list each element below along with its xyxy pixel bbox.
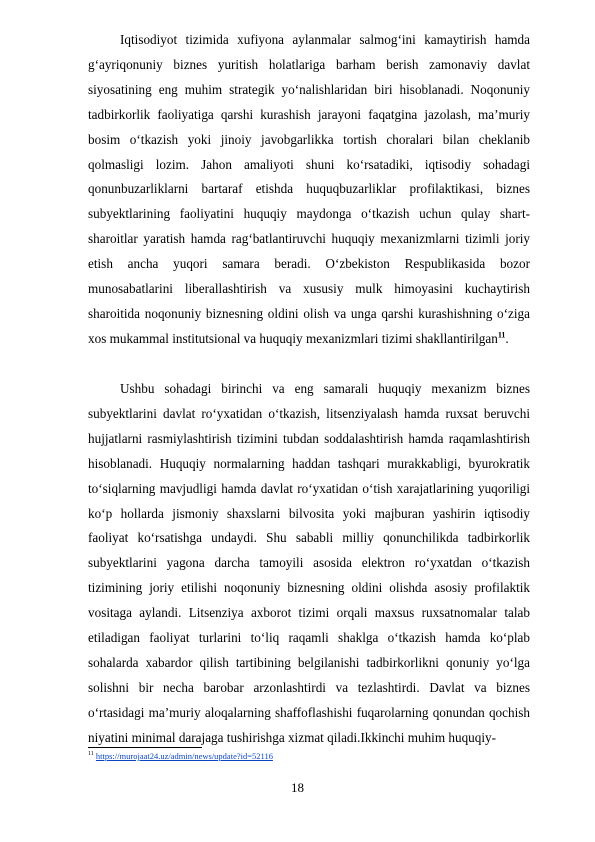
paragraph-1-text: Iqtisodiyot tizimida xufiyona aylanmalar salmog‘ini kamaytirish hamda g‘ayriqonuniy biznes yuritish holatlariga barham berish zamonaviy davlat siyosatining eng muhim strategik yo‘nalishlaridan biri hisoblanadi. Noqonuniy tadbirkorlik faoliyatiga qarshi kurashish jarayoni faqatgina jazolash, ma’muriy bosim o‘tkazish yoki jinoiy javobgarlikka tortish choralari bilan cheklanib qolmasligi lozim. Jahon amaliyoti shuni ko‘rsatadiki, iqtisodiy sohadagi qonunbuzarliklarni bartaraf etishda huquqbuzarliklar profilaktikasi, biznes subyektlarining faoliyatini huquqiy maydonga o‘tkazish uchun qulay shart-sharoitlar yaratish hamda rag‘batlantiruvchi huquqiy mexanizmlarni tizimli joriy etish ancha yuqori samara beradi. O‘zbekiston Respublikasida bozor munosabatlarini liberallashtirish va xususiy mulk himoyasini kuchaytirish sharoitida noqonuniy biznesning oldini olish va unga qarshi kurashishning o‘ziga xos mukammal institutsional va huquqiy mexanizmlari tizimi shakllantirilgan [88,32,530,346]
paragraph-1-tail: . [505,330,509,346]
page-number: 18 [291,780,304,795]
footnote-link[interactable]: https://murojaat24.uz/admin/news/update?id=52116 [95,751,273,761]
footnote-reference[interactable]: 11 [497,330,506,340]
footnote-number: 11 [88,751,94,758]
footnote-separator [88,747,202,748]
body-paragraph-2: Ushbu sohadagi birinchi va eng samarali huquqiy mexanizm biznes subyektlarini davlat ro‘yxatidan o‘tkazish, litsenziyalash hamda ruxsat beruvchi hujjatlarni rasmiylashtirish tizimini tubdan soddalashtirish hamda raqamlashtirish hisoblanadi. Huquqiy normalarning haddan tashqari murakkabligi, byurokratik to‘siqlarning mavjudligi hamda davlat ro‘yxatidan o‘tish xarajatlarining yuqoriligi ko‘p hollarda jismoniy shaxslarni bilvosita yoki majburan yashirin iqtisodiy faoliyat ko‘rsatishga undaydi. Shu sababli milliy qonunchilikda tadbirkorlik subyektlarini yagona darcha tamoyili asosida elektron ro‘yxatdan o‘tkazish tizimining joriy etilishi noqonuniy biznesning oldini olishda asosiy profilaktik vositaga aylandi. Litsenziya axborot tizimi orqali maxsus ruxsatnomalar talab etiladigan faoliyat turlarini to‘liq raqamli shaklga o‘tkazish hamda ko‘plab sohalarda xabardor qilish tartibining belgilanishi tadbirkorlikni qonuniy yo‘lga solishni bir necha barobar arzonlashtirdi va tezlashtirdi. Davlat va biznes o‘rtasidagi ma’muriy aloqalarning shaffoflashishi fuqarolarning qonundan qochish niyatini minimal darajaga tushirishga xizmat qiladi.Ikkinchi muhim huquqiy- [88,381,530,745]
footnote [88,751,530,762]
body-paragraph-1-block [88,28,530,352]
body-paragraph-2-block [88,377,530,751]
body-paragraph-1 [88,28,530,352]
